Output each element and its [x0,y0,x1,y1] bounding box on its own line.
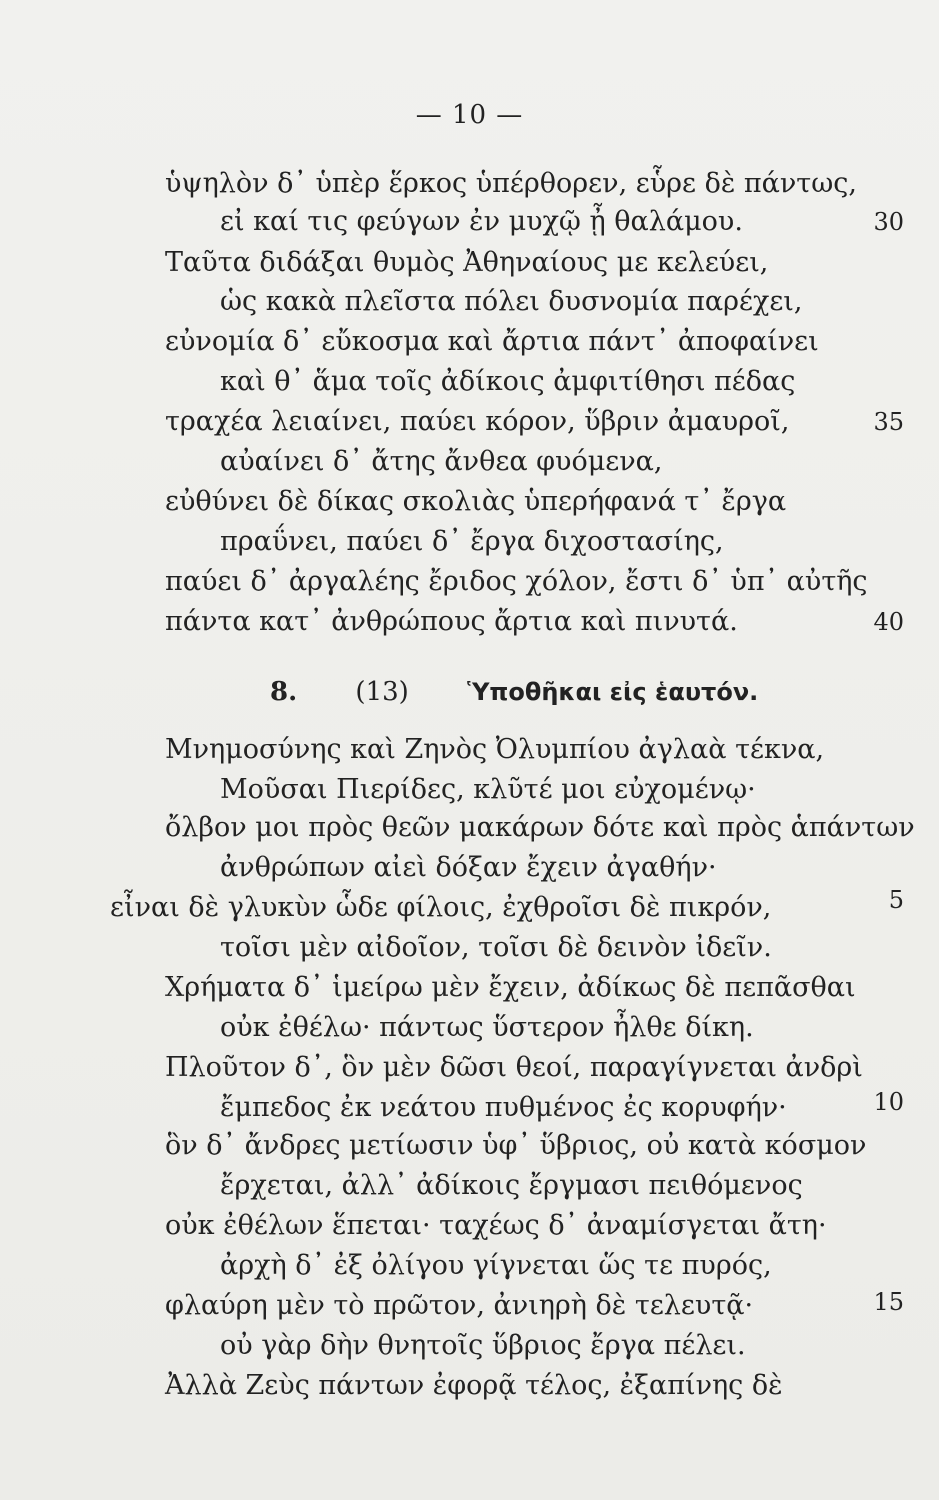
poem-number: 8. [270,677,298,707]
verse-line: ἀρχὴ δ᾽ ἐξ ὀλίγου γίγνεται ὥς τε πυρός, [220,1250,772,1281]
poem-heading [270,672,758,712]
verse-line: ὄλβον μοι πρὸς θεῶν μακάρων δότε καὶ πρὸς ἁπάντων [165,812,915,843]
verse-line: εὐθύνει δὲ δίκας σκολιὰς ὑπερήφανά τ᾽ ἔργα [165,486,787,517]
verse-line: παύει δ᾽ ἀργαλέης ἔριδος χόλον, ἔστι δ᾽ ὑπ᾽ αὐτῆς [165,566,868,597]
verse-line: ὑψηλὸν δ᾽ ὑπὲρ ἕρκος ὑπέρθορεν, εὗρε δὲ πάντως, [165,168,857,199]
verse-line: εὐνομία δ᾽ εὔκοσμα καὶ ἄρτια πάντ᾽ ἀποφαίνει [165,326,819,357]
verse-line: ὡς κακὰ πλεῖστα πόλει δυσνομία παρέχει, [220,286,803,317]
verse-line: Χρήματα δ᾽ ἱμείρω μὲν ἔχειν, ἀδίκως δὲ πεπᾶσθαι [165,972,856,1003]
verse-line: Μνημοσύνης καὶ Ζηνὸς Ὀλυμπίου ἀγλαὰ τέκνα, [165,734,825,765]
page-number: — 10 — [415,100,524,130]
verse-line: οὐ γὰρ δὴν θνητοῖς ὕβριος ἔργα πέλει. [220,1330,746,1361]
verse-line: πάντα κατ᾽ ἀνθρώπους ἄρτια καὶ πινυτά. [165,606,738,637]
line-number: 40 [873,608,904,636]
verse-line: ὃν δ᾽ ἄνδρες μετίωσιν ὑφ᾽ ὕβριος, οὐ κατὰ κόσμον [165,1130,867,1161]
verse-line: οὐκ ἐθέλω· πάντως ὕστερον ἦλθε δίκη. [220,1012,754,1043]
line-number: 35 [873,408,904,436]
line-number: 30 [873,208,904,236]
line-number: 5 [888,886,904,914]
verse-line: καὶ θ᾽ ἅμα τοῖς ἀδίκοις ἀμφιτίθησι πέδας [220,366,796,397]
line-number: 10 [873,1088,904,1116]
verse-line: Πλοῦτον δ᾽, ὃν μὲν δῶσι θεοί, παραγίγνεται ἀνδρὶ [165,1052,863,1083]
verse-line: Ταῦτα διδάξαι θυμὸς Ἀθηναίους με κελεύει, [165,247,769,278]
verse-line: πραΰνει, παύει δ᾽ ἔργα διχοστασίης, [220,526,724,557]
verse-line: τοῖσι μὲν αἰδοῖον, τοῖσι δὲ δεινὸν ἰδεῖν. [220,932,772,963]
verse-line: εἰ καί τις φεύγων ἐν μυχῷ ᾖ θαλάμου. [220,206,743,237]
verse-line: Ἀλλὰ Ζεὺς πάντων ἐφορᾷ τέλος, ἐξαπίνης δὲ [165,1370,783,1401]
verse-line: εἶναι δὲ γλυκὺν ὧδε φίλοις, ἐχθροῖσι δὲ πικρόν, [110,892,772,923]
verse-line: οὐκ ἐθέλων ἕπεται· ταχέως δ᾽ ἀναμίσγεται ἄτη· [165,1210,827,1241]
poem-title: Ὑποθῆκαι εἰς ἑαυτόν. [467,678,759,706]
verse-line: ἔμπεδος ἐκ νεάτου πυθμένος ἐς κορυφήν· [220,1092,787,1123]
verse-line: αὐαίνει δ᾽ ἄτης ἄνθεα φυόμενα, [220,446,663,477]
verse-line: Μοῦσαι Πιερίδες, κλῦτέ μοι εὐχομένῳ· [220,774,756,805]
verse-line: ἀνθρώπων αἰεὶ δόξαν ἔχειν ἀγαθήν· [220,852,717,883]
line-number: 15 [873,1288,904,1316]
verse-line: φλαύρη μὲν τὸ πρῶτον, ἀνιηρὴ δὲ τελευτᾷ· [165,1290,754,1321]
verse-line: τραχέα λειαίνει, παύει κόρον, ὕβριν ἀμαυροῖ, [165,406,790,437]
verse-line: ἔρχεται, ἀλλ᾽ ἀδίκοις ἔργμασι πειθόμενος [220,1170,803,1201]
poem-source: (13) [355,677,409,707]
